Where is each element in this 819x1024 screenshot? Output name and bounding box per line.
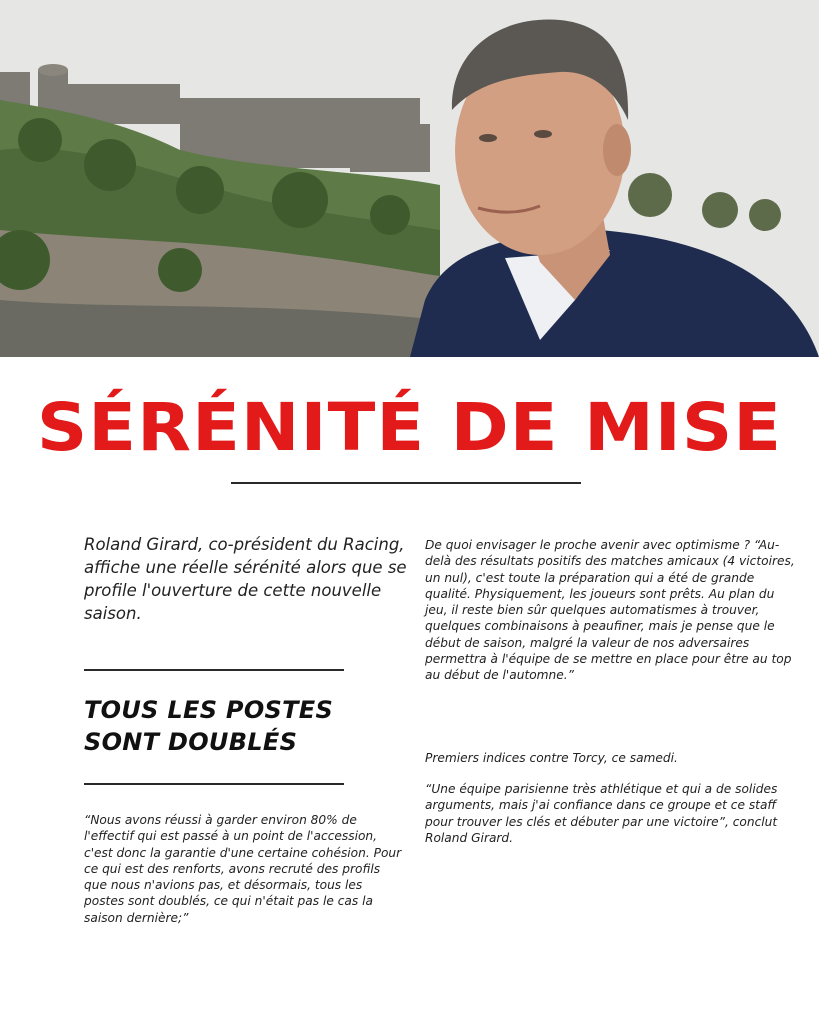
quote-paragraph: “Nous avons réussi à garder environ 80% de l'effectif qui est passé à un point de l'accession, c'est donc la garantie d'une certaine cohésion. Pour ce qui est des renforts, avons recruté des profils que nous n'avions pas, et désormais, tous les postes sont doublés, ce qui n'était pas le cas la saison dernière;” — [84, 813, 402, 925]
title-divider — [231, 482, 581, 484]
section-divider — [84, 783, 344, 785]
intro-paragraph: Roland Girard, co-président du Racing, affiche une réelle sérénité alors que se profile l'ouverture de cette nouvelle saison. — [84, 535, 407, 623]
article-title: SÉRÉNITÉ DE MISE — [36, 389, 783, 466]
right-paragraph-2: Premiers indices contre Torcy, ce samedi. — [425, 751, 678, 765]
right-paragraph-3: “Une équipe parisienne très athlétique et qui a de solides arguments, mais j'ai confiance dans ce groupe et ce staff pour trouver les clés et débuter par une victoire”, conclut Roland Girard. — [425, 782, 778, 845]
intro-divider — [84, 669, 344, 671]
right-paragraph-1: De quoi envisager le proche avenir avec optimisme ? “Au-delà des résultats positifs des matches amicaux (4 victoires, un nul), c'est toute la préparation qui a été de grande qualité. Physiquement, les joueurs sont prêts. Au plan du jeu, il reste bien sûr quelques automatismes à trouver, quelques combinaisons à peaufiner, mais je pense que le début de saison, malgré la valeur de nos adversaires permettra à l'équipe de se mettre en place pour être au top au début de l'automne.” — [425, 538, 795, 683]
section-heading: TOUS LES POSTES SONT DOUBLÉS — [84, 696, 334, 756]
photo-illustration — [0, 0, 819, 357]
header-photo — [0, 0, 819, 357]
